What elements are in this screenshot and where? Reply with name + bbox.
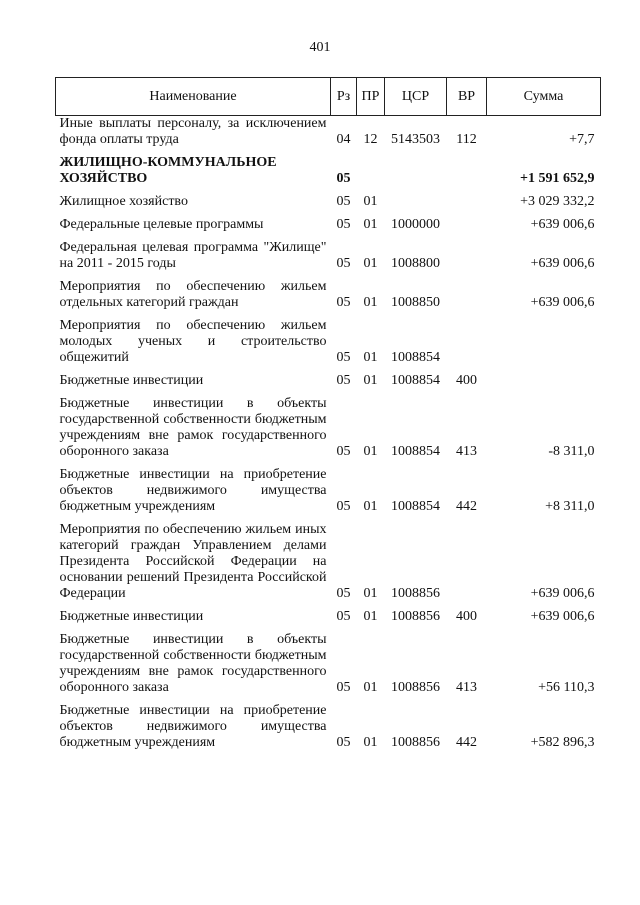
header-pr: ПР bbox=[357, 78, 385, 116]
cell-name: Федеральная целевая программа "Жилище" на 2011 - 2015 годы bbox=[59, 240, 327, 271]
cell-sum: +582 896,3 bbox=[530, 735, 595, 750]
cell-rz: 05 bbox=[336, 350, 351, 365]
cell-vr: 112 bbox=[456, 132, 477, 147]
cell-pr: 12 bbox=[363, 132, 378, 147]
cell-csr: 1008856 bbox=[391, 680, 440, 695]
cell-csr: 1000000 bbox=[391, 217, 440, 232]
cell-rz: 05 bbox=[336, 295, 351, 310]
cell-vr bbox=[447, 191, 487, 214]
cell-rz: 04 bbox=[336, 132, 351, 147]
cell-sum: +639 006,6 bbox=[530, 256, 595, 271]
table-header bbox=[56, 78, 601, 116]
cell-pr: 01 bbox=[363, 295, 378, 310]
cell-vr bbox=[447, 315, 487, 370]
table-row bbox=[56, 629, 601, 700]
cell-sum: +639 006,6 bbox=[530, 586, 595, 601]
cell-vr bbox=[447, 519, 487, 606]
cell-rz: 05 bbox=[336, 609, 351, 624]
header-vr: ВР bbox=[447, 78, 487, 116]
cell-csr: 5143503 bbox=[391, 132, 440, 147]
cell-sum: +7,7 bbox=[569, 132, 595, 147]
cell-csr bbox=[385, 191, 447, 214]
cell-rz: 05 bbox=[336, 499, 351, 514]
cell-sum: +639 006,6 bbox=[530, 217, 595, 232]
cell-sum: +1 591 652,9 bbox=[520, 171, 595, 186]
cell-sum: +639 006,6 bbox=[530, 295, 595, 310]
cell-rz: 05 bbox=[336, 444, 351, 459]
cell-csr: 1008856 bbox=[391, 609, 440, 624]
table-row bbox=[56, 152, 601, 191]
cell-pr: 01 bbox=[363, 373, 378, 388]
cell-csr: 1008854 bbox=[391, 444, 440, 459]
cell-sum: +56 110,3 bbox=[538, 680, 595, 695]
cell-sum: +8 311,0 bbox=[545, 499, 595, 514]
cell-csr: 1008800 bbox=[391, 256, 440, 271]
cell-name: Мероприятия по обеспечению жильем молодых ученых и строительство общежитий bbox=[59, 318, 327, 365]
cell-pr: 01 bbox=[363, 586, 378, 601]
table-row bbox=[56, 700, 601, 755]
header-csr: ЦСР bbox=[385, 78, 447, 116]
cell-pr: 01 bbox=[363, 444, 378, 459]
table-row bbox=[56, 519, 601, 606]
cell-pr: 01 bbox=[363, 256, 378, 271]
cell-pr: 01 bbox=[363, 350, 378, 365]
header-rz: Рз bbox=[331, 78, 357, 116]
table-row bbox=[56, 315, 601, 370]
cell-vr bbox=[447, 152, 487, 191]
table-row bbox=[56, 393, 601, 464]
cell-name: ЖИЛИЩНО-КОММУНАЛЬНОЕ ХОЗЯЙСТВО bbox=[59, 155, 277, 186]
cell-pr: 01 bbox=[363, 499, 378, 514]
cell-rz: 05 bbox=[336, 194, 351, 209]
cell-name: Федеральные целевые программы bbox=[59, 217, 264, 232]
cell-name: Бюджетные инвестиции bbox=[59, 609, 204, 624]
cell-name: Бюджетные инвестиции в объекты государственной собственности бюджетным учреждениям вне рамок государственного оборонного заказа bbox=[59, 632, 327, 695]
cell-pr: 01 bbox=[363, 609, 378, 624]
cell-sum: +639 006,6 bbox=[530, 609, 595, 624]
cell-pr: 01 bbox=[363, 194, 378, 209]
cell-vr: 413 bbox=[456, 680, 477, 695]
table-row bbox=[56, 606, 601, 629]
budget-table bbox=[55, 77, 601, 755]
header-sum: Сумма bbox=[487, 78, 601, 116]
cell-name: Бюджетные инвестиции на приобретение объектов недвижимого имущества бюджетным учреждениям bbox=[59, 703, 327, 750]
table-row bbox=[56, 116, 601, 153]
cell-rz: 05 bbox=[336, 735, 351, 750]
cell-vr: 400 bbox=[456, 373, 477, 388]
cell-rz: 05 bbox=[336, 586, 351, 601]
cell-name: Жилищное хозяйство bbox=[59, 194, 188, 209]
cell-csr bbox=[385, 152, 447, 191]
cell-name: Иные выплаты персоналу, за исключением фонда оплаты труда bbox=[59, 116, 327, 147]
cell-pr: 01 bbox=[363, 680, 378, 695]
cell-pr: 01 bbox=[363, 735, 378, 750]
cell-csr: 1008854 bbox=[391, 499, 440, 514]
cell-rz: 05 bbox=[336, 373, 351, 388]
cell-csr: 1008850 bbox=[391, 295, 440, 310]
cell-name: Мероприятия по обеспечению жильем иных категорий граждан Управлением делами Президента Российской Федерации на основании решений Президента Российской Федерации bbox=[59, 522, 327, 601]
cell-vr: 413 bbox=[456, 444, 477, 459]
table-row bbox=[56, 464, 601, 519]
cell-csr: 1008856 bbox=[391, 586, 440, 601]
cell-csr: 1008854 bbox=[391, 350, 440, 365]
cell-vr bbox=[447, 237, 487, 276]
cell-vr bbox=[447, 214, 487, 237]
cell-name: Мероприятия по обеспечению жильем отдельных категорий граждан bbox=[59, 279, 327, 310]
table-row bbox=[56, 191, 601, 214]
cell-vr: 442 bbox=[456, 735, 477, 750]
cell-rz: 05 bbox=[336, 217, 351, 232]
cell-name: Бюджетные инвестиции в объекты государственной собственности бюджетным учреждениям вне рамок государственного оборонного заказа bbox=[59, 396, 327, 459]
cell-pr bbox=[357, 152, 385, 191]
table-row bbox=[56, 237, 601, 276]
cell-name: Бюджетные инвестиции bbox=[59, 373, 204, 388]
cell-sum: -8 311,0 bbox=[548, 444, 595, 459]
cell-sum bbox=[487, 315, 601, 370]
cell-rz: 05 bbox=[336, 256, 351, 271]
cell-sum: +3 029 332,2 bbox=[520, 194, 595, 209]
cell-csr: 1008856 bbox=[391, 735, 440, 750]
cell-sum bbox=[487, 370, 601, 393]
cell-pr: 01 bbox=[363, 217, 378, 232]
table-row bbox=[56, 214, 601, 237]
cell-csr: 1008854 bbox=[391, 373, 440, 388]
cell-rz: 05 bbox=[336, 171, 351, 186]
cell-name: Бюджетные инвестиции на приобретение объектов недвижимого имущества бюджетным учреждениям bbox=[59, 467, 327, 514]
header-name: Наименование bbox=[56, 78, 331, 116]
page-number: 401 bbox=[309, 40, 331, 55]
cell-vr bbox=[447, 276, 487, 315]
table-row bbox=[56, 276, 601, 315]
table-row bbox=[56, 370, 601, 393]
cell-rz: 05 bbox=[336, 680, 351, 695]
table-body bbox=[56, 116, 601, 756]
cell-vr: 442 bbox=[456, 499, 477, 514]
cell-vr: 400 bbox=[456, 609, 477, 624]
